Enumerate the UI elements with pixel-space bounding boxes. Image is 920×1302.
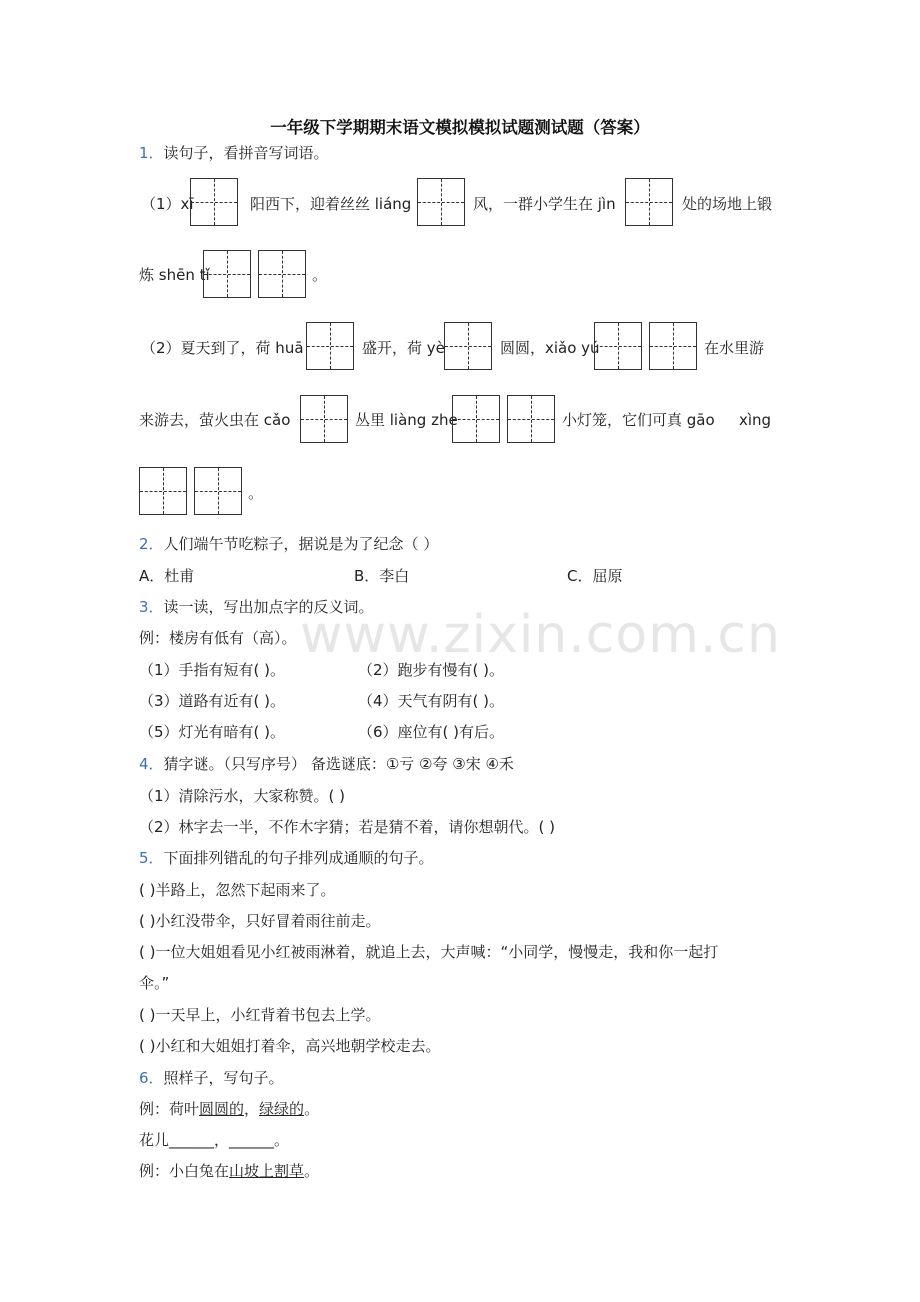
- sentence-item: ( )一位大姐姐看见小红被雨淋着，就追上去，大声喊：“小同学，慢慢走，我和你一起打: [139, 943, 719, 961]
- q1-text: 风，一群小学生在 jìn: [473, 195, 616, 213]
- example-line: [139, 1161, 319, 1181]
- question-number: 4．: [139, 755, 164, 773]
- option-b[interactable]: B．李白: [354, 567, 410, 585]
- answer-box[interactable]: [203, 250, 251, 298]
- question-prompt: 读句子，看拼音写词语。: [163, 144, 329, 162]
- question-prompt: 读一读，写出加点字的反义词。: [163, 598, 374, 616]
- sentence-item: ( )半路上，忽然下起雨来了。: [139, 881, 336, 899]
- q1-text: 在水里游: [704, 339, 765, 357]
- example-text: 例：荷叶: [139, 1100, 200, 1118]
- example-underlined: 圆圆的: [199, 1100, 245, 1118]
- answer-box[interactable]: [649, 322, 697, 370]
- sentence-item: ( )小红和大姐姐打着伞，高兴地朝学校走去。: [139, 1037, 441, 1055]
- q3-item: （4）天气有阴有( )。: [358, 692, 505, 710]
- q3-item: （5）灯光有暗有( )。: [139, 723, 286, 741]
- question-3: [139, 597, 374, 617]
- example-text: ，: [244, 1100, 260, 1118]
- example-underlined: 绿绿的: [259, 1100, 305, 1118]
- q1-text: （1）xī: [141, 195, 194, 213]
- page-title: 一年级下学期期末语文模拟模拟试题测试题（答案）: [270, 118, 650, 137]
- q3-item: （1）手指有短有( )。: [139, 661, 286, 679]
- q1-text: 。: [312, 266, 328, 284]
- question-6: [139, 1068, 284, 1088]
- question-5: [139, 848, 434, 868]
- example-text: 。: [304, 1100, 320, 1118]
- answer-box[interactable]: [139, 467, 187, 515]
- q3-item: （2）跑步有慢有( )。: [358, 661, 505, 679]
- q4-item: （1）清除污水，大家称赞。( ): [139, 787, 346, 805]
- answer-box[interactable]: [306, 322, 354, 370]
- question-prompt: 人们端午节吃粽子，据说是为了纪念（ ）: [163, 535, 439, 553]
- option-a[interactable]: A．杜甫: [139, 567, 195, 585]
- example-line: [139, 1099, 319, 1119]
- answer-box[interactable]: [194, 467, 242, 515]
- question-2: [139, 534, 438, 554]
- example-underlined: 山坡上割草: [229, 1162, 305, 1180]
- q1-text: （2）夏天到了，荷 huā: [141, 339, 304, 357]
- question-prompt: 照样子，写句子。: [163, 1069, 284, 1087]
- option-c[interactable]: C．屈原: [567, 567, 623, 585]
- q1-text: 圆圆，xiǎo yú: [500, 339, 600, 357]
- question-prompt: 猜字谜。（只写序号） 备选谜底：①亏 ②夸 ③宋 ④禾: [163, 755, 514, 773]
- question-prompt: 下面排列错乱的句子排列成通顺的句子。: [163, 849, 434, 867]
- answer-box[interactable]: [452, 395, 500, 443]
- question-number: 5．: [139, 849, 164, 867]
- sentence-item-cont: 伞。”: [139, 974, 170, 992]
- answer-box[interactable]: [300, 395, 348, 443]
- q1-text: 盛开，荷 yè: [362, 339, 445, 357]
- example-text: 例：小白兔在: [139, 1162, 230, 1180]
- q4-item: （2）林字去一半，不作木字猜；若是猜不着，请你想朝代。( ): [139, 818, 556, 836]
- answer-box[interactable]: [258, 250, 306, 298]
- q3-item: （6）座位有( )有后。: [358, 723, 505, 741]
- example-line: 例：楼房有低有（高）。: [139, 629, 297, 647]
- q1-text: 丛里 liàng zhe: [355, 411, 458, 429]
- question-4: [139, 754, 514, 774]
- answer-box[interactable]: [190, 178, 238, 226]
- question-number: 6．: [139, 1069, 164, 1087]
- question-number: 2．: [139, 535, 164, 553]
- q1-text: 来游去，萤火虫在 cǎo: [139, 411, 291, 429]
- q1-text: xìng: [739, 411, 772, 429]
- answer-box[interactable]: [444, 322, 492, 370]
- answer-box[interactable]: [507, 395, 555, 443]
- answer-box[interactable]: [625, 178, 673, 226]
- answer-box[interactable]: [417, 178, 465, 226]
- question-1: [139, 143, 329, 163]
- q1-text: 阳西下，迎着丝丝 liáng: [250, 195, 412, 213]
- q1-text: 处的场地上锻: [682, 195, 773, 213]
- q1-text: 炼 shēn tǐ: [139, 266, 210, 284]
- sentence-item: ( )一天早上，小红背着书包去上学。: [139, 1006, 381, 1024]
- q3-item: （3）道路有近有( )。: [139, 692, 286, 710]
- question-number: 1．: [139, 144, 164, 162]
- q1-text: 。: [248, 484, 264, 502]
- example-text: 。: [304, 1162, 320, 1180]
- question-number: 3．: [139, 598, 164, 616]
- fill-in-line[interactable]: 花儿______，______。: [139, 1131, 290, 1149]
- watermark: www.zixin.com.cn: [300, 605, 781, 665]
- q1-text: 小灯笼，它们可真 gāo: [562, 411, 715, 429]
- answer-box[interactable]: [594, 322, 642, 370]
- sentence-item: ( )小红没带伞，只好冒着雨往前走。: [139, 912, 381, 930]
